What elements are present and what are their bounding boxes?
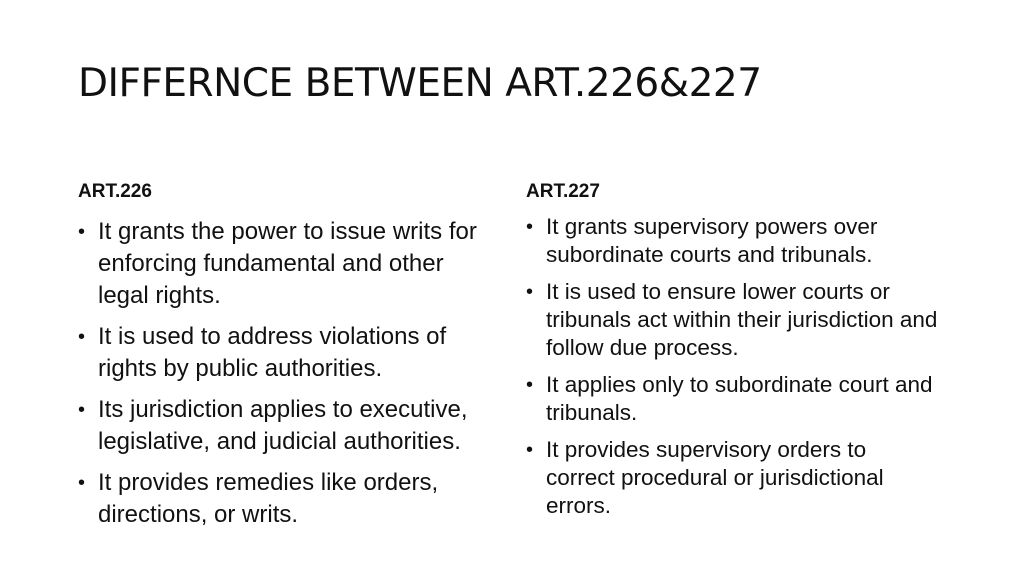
slide-title: DIFFERNCE BETWEEN ART.226&227 <box>78 61 762 106</box>
bullet-item <box>526 371 941 427</box>
bullet-text: It grants the power to issue writs for enforcing fundamental and other legal rights. <box>98 218 477 309</box>
column-art-227 <box>526 178 941 529</box>
bullet-text: It is used to address violations of rights by public authorities. <box>98 323 447 382</box>
column-heading-art-226: ART.226 <box>78 181 152 202</box>
bullet-text: It provides supervisory orders to correct procedural or jurisdictional errors. <box>546 437 884 518</box>
bullet-text: It grants supervisory powers over subordinate courts and tribunals. <box>546 214 878 267</box>
bullet-icon: • <box>526 281 534 303</box>
column-heading-art-227: ART.227 <box>526 181 600 202</box>
bullet-icon: • <box>78 472 86 494</box>
bullet-item <box>78 467 498 531</box>
bullet-text: It is used to ensure lower courts or tribunals act within their jurisdiction and follow due process. <box>546 279 938 360</box>
bullet-item <box>78 394 498 458</box>
bullet-icon: • <box>526 439 534 461</box>
bullet-item <box>78 216 498 312</box>
bullet-text: Its jurisdiction applies to executive, legislative, and judicial authorities. <box>98 396 468 455</box>
bullet-icon: • <box>78 221 86 243</box>
bullet-icon: • <box>526 216 534 238</box>
bullet-text: It provides remedies like orders, directions, or writs. <box>98 469 439 528</box>
bullet-list-art-227 <box>526 213 941 520</box>
bullet-item <box>526 436 941 520</box>
bullet-item <box>526 213 941 269</box>
column-art-226 <box>78 178 498 540</box>
bullet-item <box>526 278 941 362</box>
bullet-text: It applies only to subordinate court and tribunals. <box>546 372 933 425</box>
bullet-icon: • <box>78 326 86 348</box>
bullet-icon: • <box>526 374 534 396</box>
bullet-item <box>78 321 498 385</box>
bullet-list-art-226 <box>78 216 498 531</box>
bullet-icon: • <box>78 399 86 421</box>
